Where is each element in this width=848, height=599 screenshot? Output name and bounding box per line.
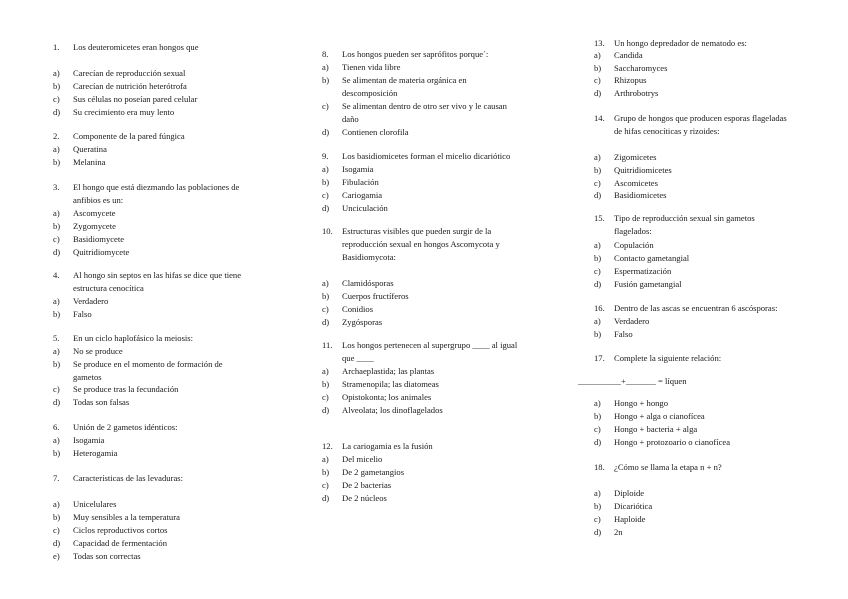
question-15-option-b-label: b)	[594, 253, 602, 263]
question-17-option-d-text: Hongo + protozoario o cianofícea	[614, 437, 731, 447]
question-12-option-a-text: Del micelio	[342, 454, 383, 464]
question-10-option-d-text: Zygósporas	[342, 317, 383, 327]
question-2-option-a-text: Queratina	[73, 144, 107, 154]
question-4-text: Al hongo sin septos en las hifas se dice que tiene	[73, 270, 242, 280]
question-5-option-d-label: d)	[53, 397, 61, 407]
question-7-option-c-text: Ciclos reproductivos cortos	[73, 525, 168, 535]
question-7-option-c-label: c)	[53, 525, 60, 535]
question-14-option-c-label: c)	[594, 178, 601, 188]
question-3-label: 3.	[53, 182, 60, 192]
question-15-stem-cont-text: flagelados:	[614, 226, 652, 236]
question-11-option-a-label: a)	[322, 366, 329, 376]
question-18-option-c-label: c)	[594, 514, 601, 524]
question-8-option-d-label: d)	[322, 127, 330, 137]
question-8-option-a-label: a)	[322, 62, 329, 72]
question-2-label: 2.	[53, 131, 60, 141]
question-8-option-b-label: b)	[322, 75, 330, 85]
question-11-option-a-text: Archaeplastida; las plantas	[342, 366, 435, 376]
question-4-stem-cont-text: estructura cenocítica	[73, 283, 144, 293]
question-6-option-b-text: Heterogamia	[73, 448, 118, 458]
question-11-option-c-text: Opistokonta; los animales	[342, 392, 432, 402]
question-5-label: 5.	[53, 333, 60, 343]
question-7-option-d-text: Capacidad de fermentación	[73, 538, 168, 548]
question-1-option-a-text: Carecían de reproducción sexual	[73, 68, 186, 78]
question-16-option-a-label: a)	[594, 316, 601, 326]
question-12-option-c-text: De 2 bacterias	[342, 480, 392, 490]
question-1-option-c-label: c)	[53, 94, 60, 104]
question-9-option-d-text: Unciculación	[342, 203, 388, 213]
question-14-stem-cont-text: de hifas cenocíticas y rizoides:	[614, 126, 720, 136]
question-5-option-b-cont-text: gametos	[73, 372, 102, 382]
question-2-option-b-text: Melanina	[73, 157, 106, 167]
question-5-option-a-label: a)	[53, 346, 60, 356]
question-7-text: Características de las levaduras:	[73, 473, 183, 483]
question-1-option-d-label: d)	[53, 107, 61, 117]
question-9-label: 9.	[322, 151, 329, 161]
question-13-option-d-label: d)	[594, 88, 602, 98]
question-8-option-b-cont-text: descomposición	[342, 88, 398, 98]
question-3-option-c-label: c)	[53, 234, 60, 244]
question-7-option-a-label: a)	[53, 499, 60, 509]
question-4-label: 4.	[53, 270, 60, 280]
question-11-option-d-label: d)	[322, 405, 330, 415]
question-10-option-c-text: Conidios	[342, 304, 374, 314]
question-7-label: 7.	[53, 473, 60, 483]
question-6-option-a-text: Isogamia	[73, 435, 105, 445]
question-17-option-b-label: b)	[594, 411, 602, 421]
question-10-text: Estructuras visibles que pueden surgir de la	[342, 226, 492, 236]
question-6-option-b-label: b)	[53, 448, 61, 458]
question-11-option-b-label: b)	[322, 379, 330, 389]
question-11-text: Los hongos pertenecen al supergrupo ____ al igual	[342, 340, 518, 350]
question-7-option-d-label: d)	[53, 538, 61, 548]
question-1-text: Los deuteromicetes eran hongos que	[73, 42, 199, 52]
question-18-label: 18.	[594, 462, 605, 472]
question-18-option-d-label: d)	[594, 527, 602, 537]
question-7-option-e-text: Todas son correctas	[73, 551, 141, 561]
question-10-stem-cont-text: reproducción sexual en hongos Ascomycota y	[342, 239, 500, 249]
question-6-text: Unión de 2 gametos idénticos:	[73, 422, 178, 432]
question-16-text: Dentro de las ascas se encuentran 6 ascósporas:	[614, 303, 778, 313]
question-17-option-a-label: a)	[594, 398, 601, 408]
question-18-option-a-text: Diploide	[614, 488, 645, 498]
question-10-option-b-label: b)	[322, 291, 330, 301]
question-5-option-d-text: Todas son falsas	[73, 397, 130, 407]
question-7-option-a-text: Unicelulares	[73, 499, 117, 509]
question-11-option-d-text: Alveolata; los dinoflagelados	[342, 405, 443, 415]
question-3-option-b-label: b)	[53, 221, 61, 231]
question-9-option-a-text: Isogamia	[342, 164, 374, 174]
question-10-label: 10.	[322, 226, 333, 236]
question-9-option-a-label: a)	[322, 164, 329, 174]
question-18-option-b-text: Dicariótica	[614, 501, 653, 511]
question-15-option-d-text: Fusión gametangial	[614, 279, 682, 289]
question-8-option-a-text: Tienen vida libre	[342, 62, 401, 72]
question-16-option-a-text: Verdadero	[614, 316, 650, 326]
question-14-option-d-text: Basidiomicetes	[614, 190, 667, 200]
question-13-option-c-text: Rhizopus	[614, 75, 647, 85]
question-6-option-a-label: a)	[53, 435, 60, 445]
question-12-option-d-label: d)	[322, 493, 330, 503]
question-15-option-d-label: d)	[594, 279, 602, 289]
question-11-option-c-label: c)	[322, 392, 329, 402]
question-10-option-a-text: Clamidósporas	[342, 278, 394, 288]
question-14-option-c-text: Ascomicetes	[614, 178, 658, 188]
question-7-option-b-text: Muy sensibles a la temperatura	[73, 512, 180, 522]
question-17-label: 17.	[594, 353, 605, 363]
question-14-text: Grupo de hongos que producen esporas flageladas	[614, 113, 787, 123]
question-4-option-a-label: a)	[53, 296, 60, 306]
question-3-option-c-text: Basidiomycete	[73, 234, 125, 244]
question-5-text: En un ciclo haplofásico la meiosis:	[73, 333, 194, 343]
question-17-relation: __________+_______ = líquen	[578, 376, 687, 386]
question-15-text: Tipo de reproducción sexual sin gametos	[614, 213, 755, 223]
question-10-option-c-label: c)	[322, 304, 329, 314]
question-8-option-c-text: Se alimentan dentro de otro ser vivo y le causan	[342, 101, 507, 111]
question-9-text: Los basidiomicetes forman el micelio dicariótico	[342, 151, 511, 161]
question-10-option-d-label: d)	[322, 317, 330, 327]
question-13-option-b-text: Saccharomyces	[614, 63, 668, 73]
question-13-option-b-label: b)	[594, 63, 602, 73]
question-16-label: 16.	[594, 303, 605, 313]
question-2-text: Componente de la pared fúngica	[73, 131, 185, 141]
question-9-option-c-text: Cariogamia	[342, 190, 383, 200]
question-7-option-b-label: b)	[53, 512, 61, 522]
question-14-option-d-label: d)	[594, 190, 602, 200]
question-15-option-c-label: c)	[594, 266, 601, 276]
question-12-option-c-label: c)	[322, 480, 329, 490]
question-1-option-b-label: b)	[53, 81, 61, 91]
question-8-option-d-text: Contienen clorofila	[342, 127, 409, 137]
question-4-option-a-text: Verdadero	[73, 296, 109, 306]
question-16-option-b-label: b)	[594, 329, 602, 339]
question-4-option-b-label: b)	[53, 309, 61, 319]
question-8-option-c-label: c)	[322, 101, 329, 111]
question-14-option-a-text: Zigomicetes	[614, 152, 657, 162]
question-13-label: 13.	[594, 38, 605, 48]
question-2-option-b-label: b)	[53, 157, 61, 167]
question-18-option-c-text: Haploide	[614, 514, 646, 524]
question-12-option-d-text: De 2 núcleos	[342, 493, 387, 503]
question-10-option-b-text: Cuerpos fructíferos	[342, 291, 409, 301]
question-17-option-b-text: Hongo + alga o cianofícea	[614, 411, 705, 421]
question-12-text: La cariogamia es la fusión	[342, 441, 433, 451]
question-9-option-c-label: c)	[322, 190, 329, 200]
question-15-option-b-text: Contacto gametangial	[614, 253, 690, 263]
question-9-option-d-label: d)	[322, 203, 330, 213]
question-15-label: 15.	[594, 213, 605, 223]
question-3-text: El hongo que está diezmando las poblaciones de	[73, 182, 240, 192]
question-4-option-b-text: Falso	[73, 309, 92, 319]
question-18-option-b-label: b)	[594, 501, 602, 511]
question-14-option-a-label: a)	[594, 152, 601, 162]
question-1-label: 1.	[53, 42, 60, 52]
question-3-option-d-text: Quitridiomycete	[73, 247, 130, 257]
question-13-text: Un hongo depredador de nematodo es:	[614, 38, 747, 48]
question-15-option-a-text: Copulación	[614, 240, 654, 250]
question-3-option-a-text: Ascomycete	[73, 208, 116, 218]
question-1-option-b-text: Carecían de nutrición heterótrofa	[73, 81, 187, 91]
question-12-option-b-label: b)	[322, 467, 330, 477]
question-14-option-b-text: Quitridiomicetes	[614, 165, 672, 175]
question-9-option-b-label: b)	[322, 177, 330, 187]
question-18-option-d-text: 2n	[614, 527, 623, 537]
question-12-label: 12.	[322, 441, 333, 451]
question-3-option-d-label: d)	[53, 247, 61, 257]
question-5-option-c-label: c)	[53, 384, 60, 394]
question-14-label: 14.	[594, 113, 605, 123]
question-18-text: ¿Cómo se llama la etapa n + n?	[614, 462, 722, 472]
question-13-option-a-text: Candida	[614, 50, 643, 60]
question-13-option-a-label: a)	[594, 50, 601, 60]
question-14-option-b-label: b)	[594, 165, 602, 175]
question-7-option-e-label: e)	[53, 551, 60, 561]
question-12-option-b-text: De 2 gametangios	[342, 467, 405, 477]
question-17-text: Complete la siguiente relación:	[614, 353, 722, 363]
question-17-option-a-text: Hongo + hongo	[614, 398, 669, 408]
question-3-stem-cont-text: anfibios es un:	[73, 195, 124, 205]
question-12-option-a-label: a)	[322, 454, 329, 464]
question-18-option-a-label: a)	[594, 488, 601, 498]
question-6-label: 6.	[53, 422, 60, 432]
question-5-option-a-text: No se produce	[73, 346, 123, 356]
question-10-stem-cont-text: Basidiomycota:	[342, 252, 396, 262]
question-3-option-a-label: a)	[53, 208, 60, 218]
question-8-option-b-text: Se alimentan de materia orgánica en	[342, 75, 467, 85]
question-3-option-b-text: Zygomycete	[73, 221, 116, 231]
question-15-option-c-text: Espermatización	[614, 266, 672, 276]
question-1-option-c-text: Sus células no poseían pared celular	[73, 94, 198, 104]
question-13-option-d-text: Arthrobotrys	[614, 88, 659, 98]
question-9-option-b-text: Fibulación	[342, 177, 379, 187]
question-13-option-c-label: c)	[594, 75, 601, 85]
question-8-label: 8.	[322, 49, 329, 59]
question-5-option-b-text: Se produce en el momento de formación de	[73, 359, 223, 369]
question-10-option-a-label: a)	[322, 278, 329, 288]
question-5-option-c-text: Se produce tras la fecundación	[73, 384, 179, 394]
question-17-option-c-text: Hongo + bacteria + alga	[614, 424, 698, 434]
question-1-option-a-label: a)	[53, 68, 60, 78]
question-11-option-b-text: Stramenopila; las diatomeas	[342, 379, 439, 389]
question-11-stem-cont-text: que ____	[342, 353, 374, 363]
question-2-option-a-label: a)	[53, 144, 60, 154]
question-15-option-a-label: a)	[594, 240, 601, 250]
question-16-option-b-text: Falso	[614, 329, 633, 339]
question-17-option-c-label: c)	[594, 424, 601, 434]
question-5-option-b-label: b)	[53, 359, 61, 369]
question-17-option-d-label: d)	[594, 437, 602, 447]
question-1-option-d-text: Su crecimiento era muy lento	[73, 107, 175, 117]
question-11-label: 11.	[322, 340, 333, 350]
question-8-text: Los hongos pueden ser saprófitos porque´:	[342, 49, 489, 59]
question-8-option-c-cont-text: daño	[342, 114, 359, 124]
